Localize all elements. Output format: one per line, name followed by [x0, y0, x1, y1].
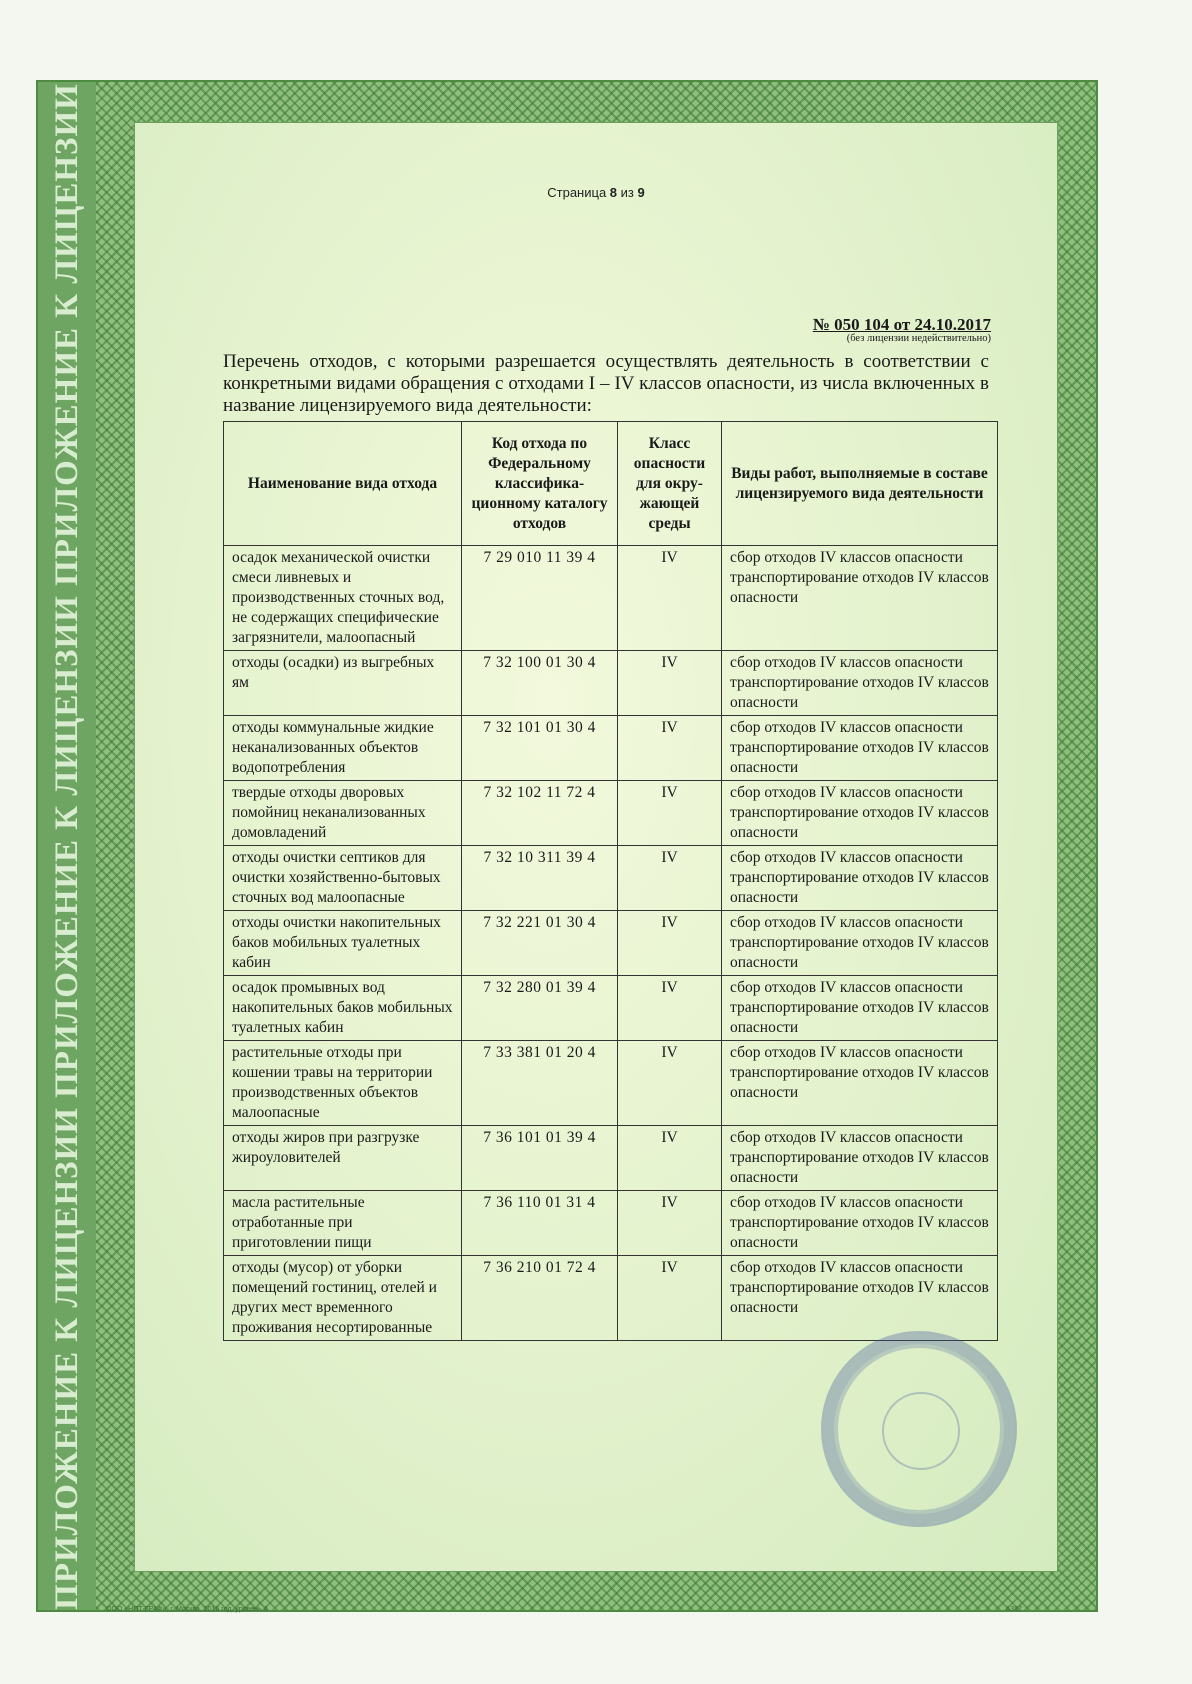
waste-code-cell: 7 32 10 311 39 4	[462, 846, 618, 911]
waste-name-cell: масла растительные отработанные при приготовлении пищи	[224, 1191, 462, 1256]
side-banner	[38, 82, 96, 1610]
document-body	[134, 122, 1058, 1572]
waste-name-cell: отходы (мусор) от уборки помещений гостиниц, отелей и других мест временного проживания несортированные	[224, 1256, 462, 1341]
stamp-emblem	[882, 1392, 960, 1470]
work-types-cell: сбор отходов IV классов опасности транспортирование отходов IV классов опасности	[722, 911, 998, 976]
header-waste-code: Код отхода по Федеральному классифика-ционному каталогу отходов	[462, 422, 618, 546]
table-row	[224, 716, 998, 781]
waste-code-cell: 7 29 010 11 39 4	[462, 546, 618, 651]
hazard-class-cell: IV	[618, 1126, 722, 1191]
work-types-cell: сбор отходов IV классов опасности транспортирование отходов IV классов опасности	[722, 546, 998, 651]
waste-name-cell: осадок промывных вод накопительных баков мобильных туалетных кабин	[224, 976, 462, 1041]
license-note: (без лицензии недействительно)	[846, 333, 991, 344]
intro-paragraph: Перечень отходов, с которыми разрешается осуществлять деятельность в соответствии с конкретными видами обращения с отходами I – IV классов опасности, из числа включенных в название лицензируемого вида деятельности:	[223, 351, 989, 416]
hazard-class-cell: IV	[618, 911, 722, 976]
work-types-cell: сбор отходов IV классов опасности транспортирование отходов IV классов опасности	[722, 846, 998, 911]
waste-name-cell: растительные отходы при кошении травы на территории производственных объектов малоопасные	[224, 1041, 462, 1126]
hazard-class-cell: IV	[618, 781, 722, 846]
page-label: Страница	[547, 185, 607, 200]
hazard-class-cell: IV	[618, 716, 722, 781]
table-header-row	[224, 422, 998, 546]
work-types-cell: сбор отходов IV классов опасности транспортирование отходов IV классов опасности	[722, 651, 998, 716]
page-number	[135, 185, 1057, 200]
waste-name-cell: отходы очистки септиков для очистки хозяйственно-бытовых сточных вод малоопасные	[224, 846, 462, 911]
hazard-class-cell: IV	[618, 651, 722, 716]
waste-code-cell: 7 36 110 01 31 4	[462, 1191, 618, 1256]
waste-code-cell: 7 32 102 11 72 4	[462, 781, 618, 846]
waste-code-cell: 7 32 221 01 30 4	[462, 911, 618, 976]
page-separator: из	[620, 185, 634, 200]
table-row	[224, 1191, 998, 1256]
hazard-class-cell: IV	[618, 1041, 722, 1126]
table-row	[224, 846, 998, 911]
hazard-class-cell: IV	[618, 1191, 722, 1256]
hazard-class-cell: IV	[618, 846, 722, 911]
waste-name-cell: осадок механической очистки смеси ливневых и производственных сточных вод, не содержащих специфические загрязнители, малоопасный	[224, 546, 462, 651]
waste-code-cell: 7 36 210 01 72 4	[462, 1256, 618, 1341]
waste-name-cell: отходы жиров при разгрузке жироуловителей	[224, 1126, 462, 1191]
table-row	[224, 976, 998, 1041]
work-types-cell: сбор отходов IV классов опасности транспортирование отходов IV классов опасности	[722, 976, 998, 1041]
work-types-cell: сбор отходов IV классов опасности транспортирование отходов IV классов опасности	[722, 1126, 998, 1191]
hazard-class-cell: IV	[618, 976, 722, 1041]
hazard-class-cell: IV	[618, 546, 722, 651]
table-row	[224, 1256, 998, 1341]
waste-table-body	[224, 546, 998, 1341]
table-row	[224, 1041, 998, 1126]
waste-code-cell: 7 36 101 01 39 4	[462, 1126, 618, 1191]
header-waste-name: Наименование вида отхода	[224, 422, 462, 546]
official-stamp	[821, 1331, 1017, 1527]
table-row	[224, 546, 998, 651]
waste-code-cell: 7 32 101 01 30 4	[462, 716, 618, 781]
waste-name-cell: отходы коммунальные жидкие неканализованных объектов водопотребления	[224, 716, 462, 781]
form-serial: А387	[1005, 1606, 1022, 1613]
header-work-types: Виды работ, выполняемые в составе лицензируемого вида деятельности	[722, 422, 998, 546]
header-hazard-class: Класс опасности для окру-жающей среды	[618, 422, 722, 546]
waste-code-cell: 7 32 280 01 39 4	[462, 976, 618, 1041]
work-types-cell: сбор отходов IV классов опасности транспортирование отходов IV классов опасности	[722, 1041, 998, 1126]
license-number: № 050 104 от 24.10.2017	[812, 315, 991, 334]
table-row	[224, 1126, 998, 1191]
hazard-class-cell: IV	[618, 1256, 722, 1341]
waste-code-cell: 7 32 100 01 30 4	[462, 651, 618, 716]
waste-name-cell: отходы (осадки) из выгребных ям	[224, 651, 462, 716]
page-current: 8	[609, 185, 618, 200]
page-total: 9	[637, 185, 645, 200]
table-row	[224, 651, 998, 716]
license-number-block	[813, 315, 991, 344]
side-banner-text: ПРИЛОЖЕНИЕ К ЛИЦЕНЗИИ ПРИЛОЖЕНИЕ К ЛИЦЕНЗИИ ПРИЛОЖЕНИЕ К ЛИЦЕНЗИИ	[48, 82, 85, 1610]
work-types-cell: сбор отходов IV классов опасности транспортирование отходов IV классов опасности	[722, 1256, 998, 1341]
waste-name-cell: отходы очистки накопительных баков мобильных туалетных кабин	[224, 911, 462, 976]
license-appendix-sheet	[36, 80, 1098, 1612]
waste-name-cell: твердые отходы дворовых помойниц неканализованных домовладений	[224, 781, 462, 846]
work-types-cell: сбор отходов IV классов опасности транспортирование отходов IV классов опасности	[722, 716, 998, 781]
waste-code-cell: 7 33 381 01 20 4	[462, 1041, 618, 1126]
work-types-cell: сбор отходов IV классов опасности транспортирование отходов IV классов опасности	[722, 781, 998, 846]
work-types-cell: сбор отходов IV классов опасности транспортирование отходов IV классов опасности	[722, 1191, 998, 1256]
waste-table	[223, 421, 998, 1341]
printer-imprint: ООО «НПТ-ГРАФ», г. Москва, 2016 год, уровень А	[106, 1606, 269, 1613]
table-row	[224, 781, 998, 846]
table-row	[224, 911, 998, 976]
